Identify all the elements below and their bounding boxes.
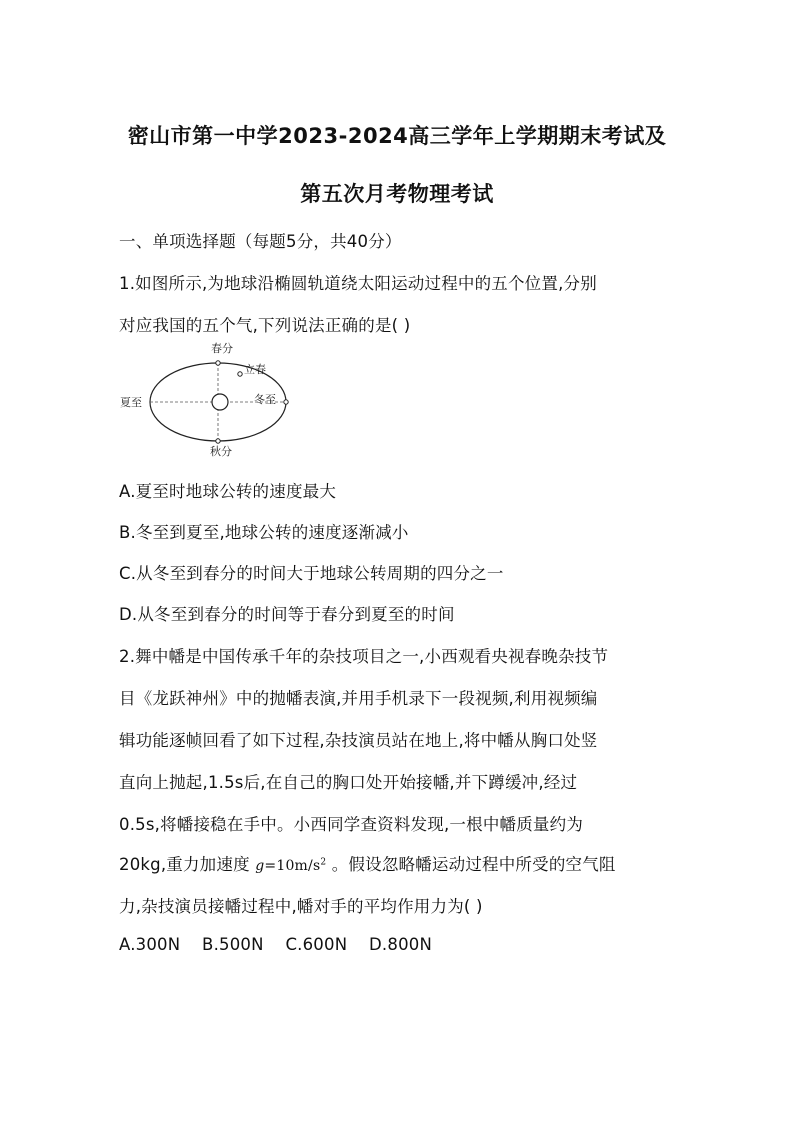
earth-lichun-marker <box>238 372 242 376</box>
sun-icon <box>212 394 228 410</box>
exam-title-line1: 密山市第一中学2023-2024高三学年上学期期末考试及 <box>127 124 667 148</box>
earth-autumn-marker <box>216 439 220 443</box>
q2-options: A.300N B.500N C.600N D.800N <box>119 935 433 954</box>
q2-line7: 力,杂技演员接幡过程中,幡对手的平均作用力为( ) <box>119 897 483 916</box>
gravity-formula <box>255 858 326 874</box>
q2-line2: 目《龙跃神州》中的抛幡表演,并用手机录下一段视频,利用视频编 <box>119 689 598 708</box>
q2-line1: 2.舞中幡是中国传承千年的杂技项目之一,小西观看央视春晚杂技节 <box>119 647 609 666</box>
q2-line6-after: 。假设忽略幡运动过程中所受的空气阻 <box>331 855 616 874</box>
q1-option-b: B.冬至到夏至,地球公转的速度逐渐减小 <box>119 523 409 542</box>
label-lichun: 立春 <box>244 363 266 376</box>
formula-exponent: 2 <box>320 857 327 868</box>
earth-winter-marker <box>284 400 288 404</box>
q2-line6 <box>119 851 616 875</box>
formula-value: =10m/s <box>264 858 321 874</box>
label-spring: 春分 <box>211 342 233 355</box>
q1-option-a: A.夏至时地球公转的速度最大 <box>119 482 337 501</box>
formula-variable: g <box>255 858 265 874</box>
q2-line6-before: 20kg,重力加速度 <box>119 855 250 874</box>
q1-option-c: C.从冬至到春分的时间大于地球公转周期的四分之一 <box>119 564 504 583</box>
q1-option-d: D.从冬至到春分的时间等于春分到夏至的时间 <box>119 605 455 624</box>
label-summer: 夏至 <box>120 396 142 409</box>
label-winter: 冬至 <box>254 393 276 406</box>
earth-orbit-diagram <box>116 340 296 460</box>
label-autumn: 秋分 <box>210 445 232 458</box>
q1-stem-line1: 1.如图所示,为地球沿椭圆轨道绕太阳运动过程中的五个位置,分别 <box>119 274 597 293</box>
q2-line5: 0.5s,将幡接稳在手中。小西同学查资料发现,一根中幡质量约为 <box>119 815 584 834</box>
q2-line4: 直向上抛起,1.5s后,在自己的胸口处开始接幡,并下蹲缓冲,经过 <box>119 773 578 792</box>
q2-line3: 辑功能逐帧回看了如下过程,杂技演员站在地上,将中幡从胸口处竖 <box>119 731 598 750</box>
earth-spring-marker <box>216 361 220 365</box>
section-heading: 一、单项选择题（每题5分，共40分） <box>119 232 402 251</box>
q1-stem-line2: 对应我国的五个气,下列说法正确的是( ) <box>119 316 411 335</box>
exam-title-line2: 第五次月考物理考试 <box>300 182 494 206</box>
